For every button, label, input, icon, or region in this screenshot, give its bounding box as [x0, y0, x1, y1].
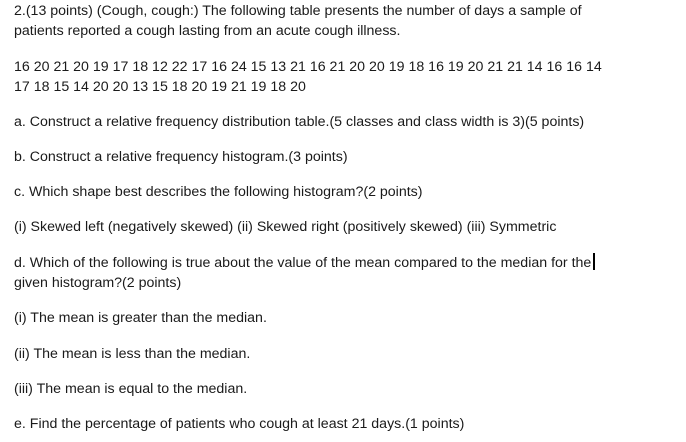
part-b-prompt: b. Construct a relative frequency histogram.(3 points): [14, 149, 348, 165]
part-d-option-1: (i) The mean is greater than the median.: [14, 310, 267, 326]
part-d-option-2: (ii) The mean is less than the median.: [14, 346, 251, 362]
text-cursor: [593, 253, 595, 270]
part-d-prompt-line-2: given histogram?(2 points): [14, 275, 182, 291]
part-d-option-3: (iii) The mean is equal to the median.: [14, 381, 248, 397]
part-e-prompt: e. Find the percentage of patients who cough at least 21 days.(1 points): [14, 416, 465, 432]
data-values-line-1: 16 20 21 20 19 17 18 12 22 17 16 24 15 13 21 16 21 20 20 19 18 16 19 20 21 21 14 16 16 14: [14, 59, 602, 75]
data-values-line-2: 17 18 15 14 20 20 13 15 18 20 19 21 19 18 20: [14, 79, 306, 95]
part-c-options: (i) Skewed left (negatively skewed) (ii) Skewed right (positively skewed) (iii) Symmetric: [14, 219, 557, 235]
part-a-prompt: a. Construct a relative frequency distribution table.(5 classes and class width is 3)(5 points): [14, 114, 585, 130]
part-c-prompt: c. Which shape best describes the following histogram?(2 points): [14, 184, 423, 200]
question-header-line-1: 2.(13 points) (Cough, cough:) The following table presents the number of days a sample of: [14, 3, 582, 19]
part-d-prompt-text: d. Which of the following is true about the value of the mean compared to the median for the: [14, 255, 592, 271]
part-d-prompt-line-1: [14, 253, 595, 273]
question-header-line-2: patients reported a cough lasting from an acute cough illness.: [14, 23, 401, 39]
